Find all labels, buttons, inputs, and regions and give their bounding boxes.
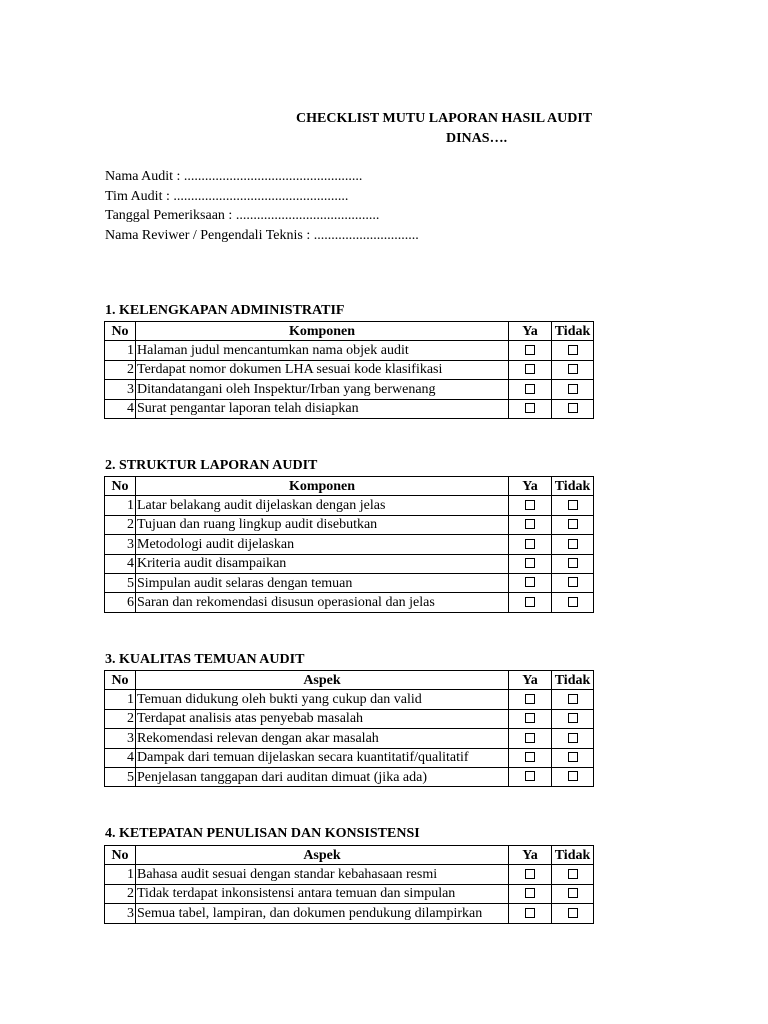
tidak-cell [552, 554, 594, 573]
ya-cell [509, 884, 552, 903]
header-ya: Ya [509, 671, 552, 690]
ya-checkbox[interactable] [525, 345, 535, 355]
ya-cell [509, 904, 552, 923]
table-row [105, 399, 594, 418]
row-number: 1 [105, 496, 136, 515]
document-title: CHECKLIST MUTU LAPORAN HASIL AUDIT [296, 111, 593, 126]
ya-cell [509, 690, 552, 709]
tidak-cell [552, 573, 594, 592]
ya-cell [509, 729, 552, 748]
ya-checkbox[interactable] [525, 558, 535, 568]
header-ya: Ya [509, 322, 552, 341]
tidak-cell [552, 593, 594, 612]
ya-cell [509, 341, 552, 360]
row-item: Penjelasan tanggapan dari auditan dimuat (jika ada) [136, 767, 509, 786]
header-no: No [105, 477, 136, 496]
tidak-checkbox[interactable] [568, 694, 578, 704]
tidak-checkbox[interactable] [568, 345, 578, 355]
row-item: Terdapat nomor dokumen LHA sesuai kode klasifikasi [136, 360, 509, 379]
row-item: Tujuan dan ruang lingkup audit disebutkan [136, 515, 509, 534]
tidak-checkbox[interactable] [568, 733, 578, 743]
row-item: Kriteria audit disampaikan [136, 554, 509, 573]
tidak-checkbox[interactable] [568, 888, 578, 898]
header-komponen: Komponen [136, 322, 509, 341]
table-header-row [105, 322, 594, 341]
row-item: Latar belakang audit dijelaskan dengan jelas [136, 496, 509, 515]
ya-checkbox[interactable] [525, 888, 535, 898]
ya-checkbox[interactable] [525, 364, 535, 374]
table-row [105, 515, 594, 534]
row-item: Simpulan audit selaras dengan temuan [136, 573, 509, 592]
table-row [105, 593, 594, 612]
header-tidak: Tidak [552, 322, 594, 341]
header-ya: Ya [509, 846, 552, 865]
ya-checkbox[interactable] [525, 403, 535, 413]
row-number: 1 [105, 690, 136, 709]
table-row [105, 884, 594, 903]
checklist-table [104, 845, 594, 924]
header-tidak: Tidak [552, 477, 594, 496]
tidak-checkbox[interactable] [568, 869, 578, 879]
table-row [105, 904, 594, 923]
row-item: Tidak terdapat inkonsistensi antara temuan dan simpulan [136, 884, 509, 903]
header-no: No [105, 671, 136, 690]
row-number: 5 [105, 573, 136, 592]
tidak-checkbox[interactable] [568, 364, 578, 374]
ya-cell [509, 573, 552, 592]
row-item: Surat pengantar laporan telah disiapkan [136, 399, 509, 418]
tidak-checkbox[interactable] [568, 713, 578, 723]
ya-cell [509, 535, 552, 554]
tidak-checkbox[interactable] [568, 908, 578, 918]
table-row [105, 496, 594, 515]
table-header-row [105, 477, 594, 496]
ya-cell [509, 709, 552, 728]
tidak-cell [552, 535, 594, 554]
checklist-table [104, 670, 594, 787]
row-item: Temuan didukung oleh bukti yang cukup dan valid [136, 690, 509, 709]
tidak-cell [552, 748, 594, 767]
document-subtitle: DINAS…. [446, 131, 508, 146]
ya-cell [509, 767, 552, 786]
table-row [105, 341, 594, 360]
row-item: Saran dan rekomendasi disusun operasional dan jelas [136, 593, 509, 612]
ya-cell [509, 380, 552, 399]
ya-checkbox[interactable] [525, 577, 535, 587]
tidak-cell [552, 515, 594, 534]
section-heading: 2. STRUKTUR LAPORAN AUDIT [105, 458, 318, 473]
row-item: Semua tabel, lampiran, dan dokumen pendukung dilampirkan [136, 904, 509, 923]
table-row [105, 380, 594, 399]
ya-cell [509, 865, 552, 884]
tidak-cell [552, 380, 594, 399]
section-heading: 3. KUALITAS TEMUAN AUDIT [105, 652, 305, 667]
table-row [105, 729, 594, 748]
row-number: 2 [105, 360, 136, 379]
header-tidak: Tidak [552, 671, 594, 690]
tidak-cell [552, 904, 594, 923]
table-header-row [105, 671, 594, 690]
row-number: 3 [105, 535, 136, 554]
table-row [105, 767, 594, 786]
ya-checkbox[interactable] [525, 869, 535, 879]
ya-checkbox[interactable] [525, 500, 535, 510]
ya-cell [509, 399, 552, 418]
row-item: Metodologi audit dijelaskan [136, 535, 509, 554]
row-number: 3 [105, 380, 136, 399]
tidak-cell [552, 496, 594, 515]
table-row [105, 865, 594, 884]
table-row [105, 748, 594, 767]
row-number: 4 [105, 554, 136, 573]
ya-cell [509, 748, 552, 767]
table-row [105, 535, 594, 554]
row-number: 2 [105, 709, 136, 728]
row-number: 4 [105, 399, 136, 418]
tidak-cell [552, 884, 594, 903]
row-item: Halaman judul mencantumkan nama objek audit [136, 341, 509, 360]
title-wrap [296, 109, 593, 129]
section-heading: 4. KETEPATAN PENULISAN DAN KONSISTENSI [105, 826, 420, 841]
ya-checkbox[interactable] [525, 771, 535, 781]
field-nama-reviewer: Nama Reviwer / Pengendali Teknis : .............................. [105, 227, 419, 243]
ya-cell [509, 515, 552, 534]
tidak-cell [552, 360, 594, 379]
header-aspek: Aspek [136, 846, 509, 865]
header-no: No [105, 322, 136, 341]
header-aspek: Aspek [136, 671, 509, 690]
tidak-cell [552, 399, 594, 418]
ya-checkbox[interactable] [525, 908, 535, 918]
row-number: 3 [105, 729, 136, 748]
tidak-checkbox[interactable] [568, 500, 578, 510]
tidak-checkbox[interactable] [568, 403, 578, 413]
ya-cell [509, 360, 552, 379]
tidak-cell [552, 865, 594, 884]
field-tanggal-pemeriksaan: Tanggal Pemeriksaan : ......................................... [105, 208, 380, 223]
table-row [105, 709, 594, 728]
tidak-checkbox[interactable] [568, 771, 578, 781]
field-tim-audit: Tim Audit : .................................................. [105, 188, 349, 204]
header-no: No [105, 846, 136, 865]
ya-checkbox[interactable] [525, 694, 535, 704]
row-number: 4 [105, 748, 136, 767]
row-item: Terdapat analisis atas penyebab masalah [136, 709, 509, 728]
row-item: Dampak dari temuan dijelaskan secara kuantitatif/qualitatif [136, 748, 509, 767]
tidak-cell [552, 767, 594, 786]
tidak-cell [552, 690, 594, 709]
ya-cell [509, 593, 552, 612]
ya-checkbox[interactable] [525, 713, 535, 723]
section-heading: 1. KELENGKAPAN ADMINISTRATIF [105, 303, 345, 318]
tidak-checkbox[interactable] [568, 597, 578, 607]
ya-cell [509, 496, 552, 515]
table-row [105, 573, 594, 592]
row-number: 2 [105, 884, 136, 903]
table-header-row [105, 846, 594, 865]
row-item: Bahasa audit sesuai dengan standar kebahasaan resmi [136, 865, 509, 884]
row-number: 6 [105, 593, 136, 612]
table-row [105, 690, 594, 709]
row-number: 5 [105, 767, 136, 786]
audit-info-fields [105, 167, 419, 245]
ya-checkbox[interactable] [525, 752, 535, 762]
tidak-checkbox[interactable] [568, 577, 578, 587]
ya-checkbox[interactable] [525, 384, 535, 394]
tidak-checkbox[interactable] [568, 384, 578, 394]
row-item: Rekomendasi relevan dengan akar masalah [136, 729, 509, 748]
header-ya: Ya [509, 477, 552, 496]
tidak-cell [552, 729, 594, 748]
checklist-table [104, 476, 594, 613]
row-number: 2 [105, 515, 136, 534]
row-item: Ditandatangani oleh Inspektur/Irban yang berwenang [136, 380, 509, 399]
tidak-cell [552, 341, 594, 360]
row-number: 1 [105, 341, 136, 360]
ya-checkbox[interactable] [525, 733, 535, 743]
ya-checkbox[interactable] [525, 539, 535, 549]
row-number: 1 [105, 865, 136, 884]
table-row [105, 360, 594, 379]
tidak-checkbox[interactable] [568, 752, 578, 762]
header-tidak: Tidak [552, 846, 594, 865]
header-komponen: Komponen [136, 477, 509, 496]
field-nama-audit: Nama Audit : ................................................... [105, 169, 363, 184]
table-row [105, 554, 594, 573]
ya-cell [509, 554, 552, 573]
tidak-checkbox[interactable] [568, 539, 578, 549]
tidak-checkbox[interactable] [568, 519, 578, 529]
checklist-table [104, 321, 594, 419]
tidak-cell [552, 709, 594, 728]
row-number: 3 [105, 904, 136, 923]
ya-checkbox[interactable] [525, 597, 535, 607]
tidak-checkbox[interactable] [568, 558, 578, 568]
ya-checkbox[interactable] [525, 519, 535, 529]
